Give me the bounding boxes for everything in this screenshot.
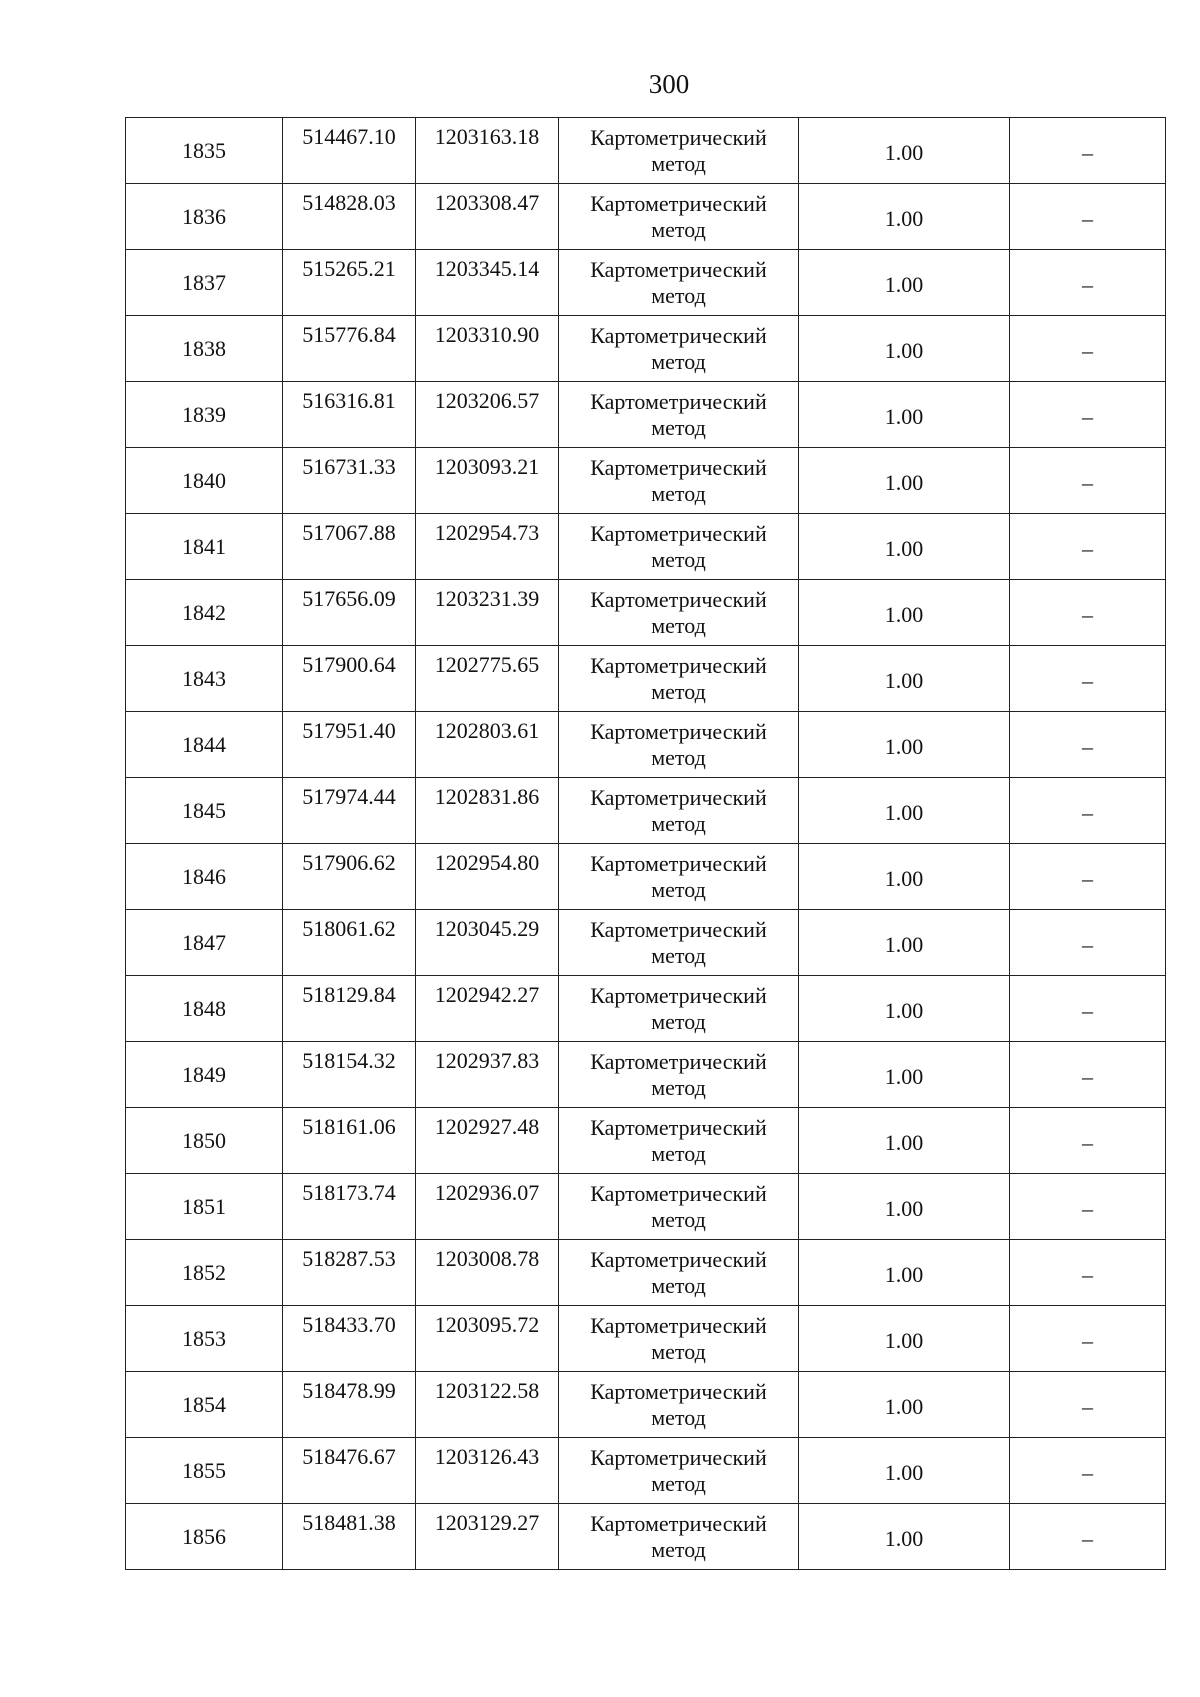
accuracy-cell: 1.00 bbox=[799, 448, 1010, 514]
method-line2: метод bbox=[651, 546, 706, 572]
method-line2: метод bbox=[651, 348, 706, 374]
x-coordinate-cell: 516316.81 bbox=[283, 382, 416, 448]
method-line1: Картометрический bbox=[590, 652, 767, 678]
method-line2: метод bbox=[651, 810, 706, 836]
method-cell bbox=[559, 910, 799, 976]
method-line1: Картометрический bbox=[590, 124, 767, 150]
table-row bbox=[126, 514, 1166, 580]
table-row bbox=[126, 316, 1166, 382]
x-coordinate-cell: 518161.06 bbox=[283, 1108, 416, 1174]
y-coordinate-cell: 1203206.57 bbox=[416, 382, 559, 448]
page-number: 300 bbox=[648, 69, 690, 99]
point-number-cell: 1845 bbox=[126, 778, 283, 844]
description-cell: – bbox=[1010, 910, 1166, 976]
point-number-cell: 1851 bbox=[126, 1174, 283, 1240]
method-line1: Картометрический bbox=[590, 1510, 767, 1536]
y-coordinate-cell: 1203163.18 bbox=[416, 118, 559, 184]
coordinates-table-body bbox=[126, 118, 1166, 1570]
accuracy-cell: 1.00 bbox=[799, 1108, 1010, 1174]
description-cell: – bbox=[1010, 1108, 1166, 1174]
method-line1: Картометрический bbox=[590, 322, 767, 348]
method-cell bbox=[559, 778, 799, 844]
x-coordinate-cell: 518287.53 bbox=[283, 1240, 416, 1306]
method-cell bbox=[559, 712, 799, 778]
x-coordinate-cell: 518129.84 bbox=[283, 976, 416, 1042]
table-row bbox=[126, 1042, 1166, 1108]
method-cell bbox=[559, 844, 799, 910]
method-line2: метод bbox=[651, 1536, 706, 1562]
y-coordinate-cell: 1203095.72 bbox=[416, 1306, 559, 1372]
table-row bbox=[126, 712, 1166, 778]
accuracy-cell: 1.00 bbox=[799, 184, 1010, 250]
method-line1: Картометрический bbox=[590, 586, 767, 612]
point-number-cell: 1836 bbox=[126, 184, 283, 250]
method-line1: Картометрический bbox=[590, 454, 767, 480]
x-coordinate-cell: 517951.40 bbox=[283, 712, 416, 778]
x-coordinate-cell: 518154.32 bbox=[283, 1042, 416, 1108]
y-coordinate-cell: 1203008.78 bbox=[416, 1240, 559, 1306]
point-number-cell: 1849 bbox=[126, 1042, 283, 1108]
method-cell bbox=[559, 1174, 799, 1240]
method-cell bbox=[559, 1240, 799, 1306]
method-cell bbox=[559, 1438, 799, 1504]
y-coordinate-cell: 1203308.47 bbox=[416, 184, 559, 250]
point-number-cell: 1846 bbox=[126, 844, 283, 910]
point-number-cell: 1852 bbox=[126, 1240, 283, 1306]
point-number-cell: 1854 bbox=[126, 1372, 283, 1438]
accuracy-cell: 1.00 bbox=[799, 976, 1010, 1042]
description-cell: – bbox=[1010, 382, 1166, 448]
description-cell: – bbox=[1010, 1174, 1166, 1240]
method-line2: метод bbox=[651, 1338, 706, 1364]
accuracy-cell: 1.00 bbox=[799, 712, 1010, 778]
method-line1: Картометрический bbox=[590, 1378, 767, 1404]
description-cell: – bbox=[1010, 712, 1166, 778]
table-row bbox=[126, 1108, 1166, 1174]
point-number-cell: 1841 bbox=[126, 514, 283, 580]
x-coordinate-cell: 514828.03 bbox=[283, 184, 416, 250]
method-line1: Картометрический bbox=[590, 850, 767, 876]
y-coordinate-cell: 1202927.48 bbox=[416, 1108, 559, 1174]
method-line2: метод bbox=[651, 282, 706, 308]
method-line2: метод bbox=[651, 150, 706, 176]
method-line1: Картометрический bbox=[590, 982, 767, 1008]
y-coordinate-cell: 1202803.61 bbox=[416, 712, 559, 778]
table-row bbox=[126, 1504, 1166, 1570]
method-line1: Картометрический bbox=[590, 1246, 767, 1272]
method-cell bbox=[559, 1372, 799, 1438]
point-number-cell: 1837 bbox=[126, 250, 283, 316]
description-cell: – bbox=[1010, 976, 1166, 1042]
description-cell: – bbox=[1010, 1372, 1166, 1438]
y-coordinate-cell: 1203345.14 bbox=[416, 250, 559, 316]
point-number-cell: 1850 bbox=[126, 1108, 283, 1174]
table-row bbox=[126, 910, 1166, 976]
x-coordinate-cell: 514467.10 bbox=[283, 118, 416, 184]
method-line1: Картометрический bbox=[590, 190, 767, 216]
description-cell: – bbox=[1010, 1438, 1166, 1504]
point-number-cell: 1847 bbox=[126, 910, 283, 976]
method-line1: Картометрический bbox=[590, 1312, 767, 1338]
accuracy-cell: 1.00 bbox=[799, 1372, 1010, 1438]
accuracy-cell: 1.00 bbox=[799, 1042, 1010, 1108]
x-coordinate-cell: 517906.62 bbox=[283, 844, 416, 910]
method-cell bbox=[559, 250, 799, 316]
table-row bbox=[126, 844, 1166, 910]
y-coordinate-cell: 1202954.80 bbox=[416, 844, 559, 910]
description-cell: – bbox=[1010, 778, 1166, 844]
x-coordinate-cell: 518478.99 bbox=[283, 1372, 416, 1438]
y-coordinate-cell: 1202954.73 bbox=[416, 514, 559, 580]
description-cell: – bbox=[1010, 1504, 1166, 1570]
table-row bbox=[126, 976, 1166, 1042]
accuracy-cell: 1.00 bbox=[799, 1504, 1010, 1570]
method-cell bbox=[559, 118, 799, 184]
method-line1: Картометрический bbox=[590, 388, 767, 414]
accuracy-cell: 1.00 bbox=[799, 580, 1010, 646]
y-coordinate-cell: 1202937.83 bbox=[416, 1042, 559, 1108]
point-number-cell: 1840 bbox=[126, 448, 283, 514]
accuracy-cell: 1.00 bbox=[799, 514, 1010, 580]
method-line1: Картометрический bbox=[590, 916, 767, 942]
point-number-cell: 1842 bbox=[126, 580, 283, 646]
method-line1: Картометрический bbox=[590, 520, 767, 546]
description-cell: – bbox=[1010, 448, 1166, 514]
table-row bbox=[126, 778, 1166, 844]
accuracy-cell: 1.00 bbox=[799, 646, 1010, 712]
method-cell bbox=[559, 184, 799, 250]
x-coordinate-cell: 517067.88 bbox=[283, 514, 416, 580]
description-cell: – bbox=[1010, 844, 1166, 910]
x-coordinate-cell: 518476.67 bbox=[283, 1438, 416, 1504]
y-coordinate-cell: 1202775.65 bbox=[416, 646, 559, 712]
method-line2: метод bbox=[651, 1008, 706, 1034]
table-row bbox=[126, 1438, 1166, 1504]
point-number-cell: 1838 bbox=[126, 316, 283, 382]
accuracy-cell: 1.00 bbox=[799, 778, 1010, 844]
description-cell: – bbox=[1010, 1306, 1166, 1372]
table-row bbox=[126, 382, 1166, 448]
point-number-cell: 1856 bbox=[126, 1504, 283, 1570]
method-cell bbox=[559, 316, 799, 382]
method-line1: Картометрический bbox=[590, 1114, 767, 1140]
x-coordinate-cell: 515265.21 bbox=[283, 250, 416, 316]
accuracy-cell: 1.00 bbox=[799, 1240, 1010, 1306]
table-row bbox=[126, 118, 1166, 184]
y-coordinate-cell: 1202942.27 bbox=[416, 976, 559, 1042]
x-coordinate-cell: 518173.74 bbox=[283, 1174, 416, 1240]
method-cell bbox=[559, 448, 799, 514]
description-cell: – bbox=[1010, 646, 1166, 712]
table-row bbox=[126, 1240, 1166, 1306]
table-row bbox=[126, 1174, 1166, 1240]
accuracy-cell: 1.00 bbox=[799, 844, 1010, 910]
x-coordinate-cell: 517900.64 bbox=[283, 646, 416, 712]
method-line2: метод bbox=[651, 414, 706, 440]
table-row bbox=[126, 1372, 1166, 1438]
method-cell bbox=[559, 1108, 799, 1174]
description-cell: – bbox=[1010, 184, 1166, 250]
method-line2: метод bbox=[651, 744, 706, 770]
y-coordinate-cell: 1203122.58 bbox=[416, 1372, 559, 1438]
point-number-cell: 1843 bbox=[126, 646, 283, 712]
y-coordinate-cell: 1202936.07 bbox=[416, 1174, 559, 1240]
method-line2: метод bbox=[651, 1206, 706, 1232]
method-line2: метод bbox=[651, 1470, 706, 1496]
accuracy-cell: 1.00 bbox=[799, 316, 1010, 382]
method-cell bbox=[559, 646, 799, 712]
description-cell: – bbox=[1010, 1042, 1166, 1108]
x-coordinate-cell: 515776.84 bbox=[283, 316, 416, 382]
method-line1: Картометрический bbox=[590, 256, 767, 282]
method-line2: метод bbox=[651, 1074, 706, 1100]
point-number-cell: 1835 bbox=[126, 118, 283, 184]
table-row bbox=[126, 646, 1166, 712]
table-row bbox=[126, 184, 1166, 250]
x-coordinate-cell: 518061.62 bbox=[283, 910, 416, 976]
point-number-cell: 1855 bbox=[126, 1438, 283, 1504]
accuracy-cell: 1.00 bbox=[799, 910, 1010, 976]
method-line2: метод bbox=[651, 678, 706, 704]
description-cell: – bbox=[1010, 118, 1166, 184]
point-number-cell: 1853 bbox=[126, 1306, 283, 1372]
method-line2: метод bbox=[651, 1272, 706, 1298]
x-coordinate-cell: 518433.70 bbox=[283, 1306, 416, 1372]
method-line2: метод bbox=[651, 216, 706, 242]
method-cell bbox=[559, 382, 799, 448]
table-row bbox=[126, 250, 1166, 316]
accuracy-cell: 1.00 bbox=[799, 1306, 1010, 1372]
point-number-cell: 1839 bbox=[126, 382, 283, 448]
y-coordinate-cell: 1203126.43 bbox=[416, 1438, 559, 1504]
method-cell bbox=[559, 514, 799, 580]
method-cell bbox=[559, 976, 799, 1042]
y-coordinate-cell: 1203231.39 bbox=[416, 580, 559, 646]
method-line1: Картометрический bbox=[590, 718, 767, 744]
method-line2: метод bbox=[651, 1140, 706, 1166]
table-row bbox=[126, 580, 1166, 646]
description-cell: – bbox=[1010, 514, 1166, 580]
coordinates-table bbox=[125, 117, 1166, 1570]
accuracy-cell: 1.00 bbox=[799, 250, 1010, 316]
accuracy-cell: 1.00 bbox=[799, 1174, 1010, 1240]
table-row bbox=[126, 448, 1166, 514]
method-line1: Картометрический bbox=[590, 784, 767, 810]
description-cell: – bbox=[1010, 316, 1166, 382]
description-cell: – bbox=[1010, 250, 1166, 316]
method-line1: Картометрический bbox=[590, 1444, 767, 1470]
y-coordinate-cell: 1202831.86 bbox=[416, 778, 559, 844]
y-coordinate-cell: 1203310.90 bbox=[416, 316, 559, 382]
method-line2: метод bbox=[651, 480, 706, 506]
method-line2: метод bbox=[651, 876, 706, 902]
method-cell bbox=[559, 1042, 799, 1108]
method-line1: Картометрический bbox=[590, 1180, 767, 1206]
accuracy-cell: 1.00 bbox=[799, 1438, 1010, 1504]
accuracy-cell: 1.00 bbox=[799, 118, 1010, 184]
table-row bbox=[126, 1306, 1166, 1372]
y-coordinate-cell: 1203129.27 bbox=[416, 1504, 559, 1570]
y-coordinate-cell: 1203093.21 bbox=[416, 448, 559, 514]
y-coordinate-cell: 1203045.29 bbox=[416, 910, 559, 976]
accuracy-cell: 1.00 bbox=[799, 382, 1010, 448]
point-number-cell: 1844 bbox=[126, 712, 283, 778]
x-coordinate-cell: 516731.33 bbox=[283, 448, 416, 514]
x-coordinate-cell: 517656.09 bbox=[283, 580, 416, 646]
point-number-cell: 1848 bbox=[126, 976, 283, 1042]
method-cell bbox=[559, 1306, 799, 1372]
method-line1: Картометрический bbox=[590, 1048, 767, 1074]
method-cell bbox=[559, 580, 799, 646]
method-line2: метод bbox=[651, 942, 706, 968]
description-cell: – bbox=[1010, 1240, 1166, 1306]
method-line2: метод bbox=[651, 1404, 706, 1430]
method-line2: метод bbox=[651, 612, 706, 638]
description-cell: – bbox=[1010, 580, 1166, 646]
x-coordinate-cell: 518481.38 bbox=[283, 1504, 416, 1570]
method-cell bbox=[559, 1504, 799, 1570]
x-coordinate-cell: 517974.44 bbox=[283, 778, 416, 844]
